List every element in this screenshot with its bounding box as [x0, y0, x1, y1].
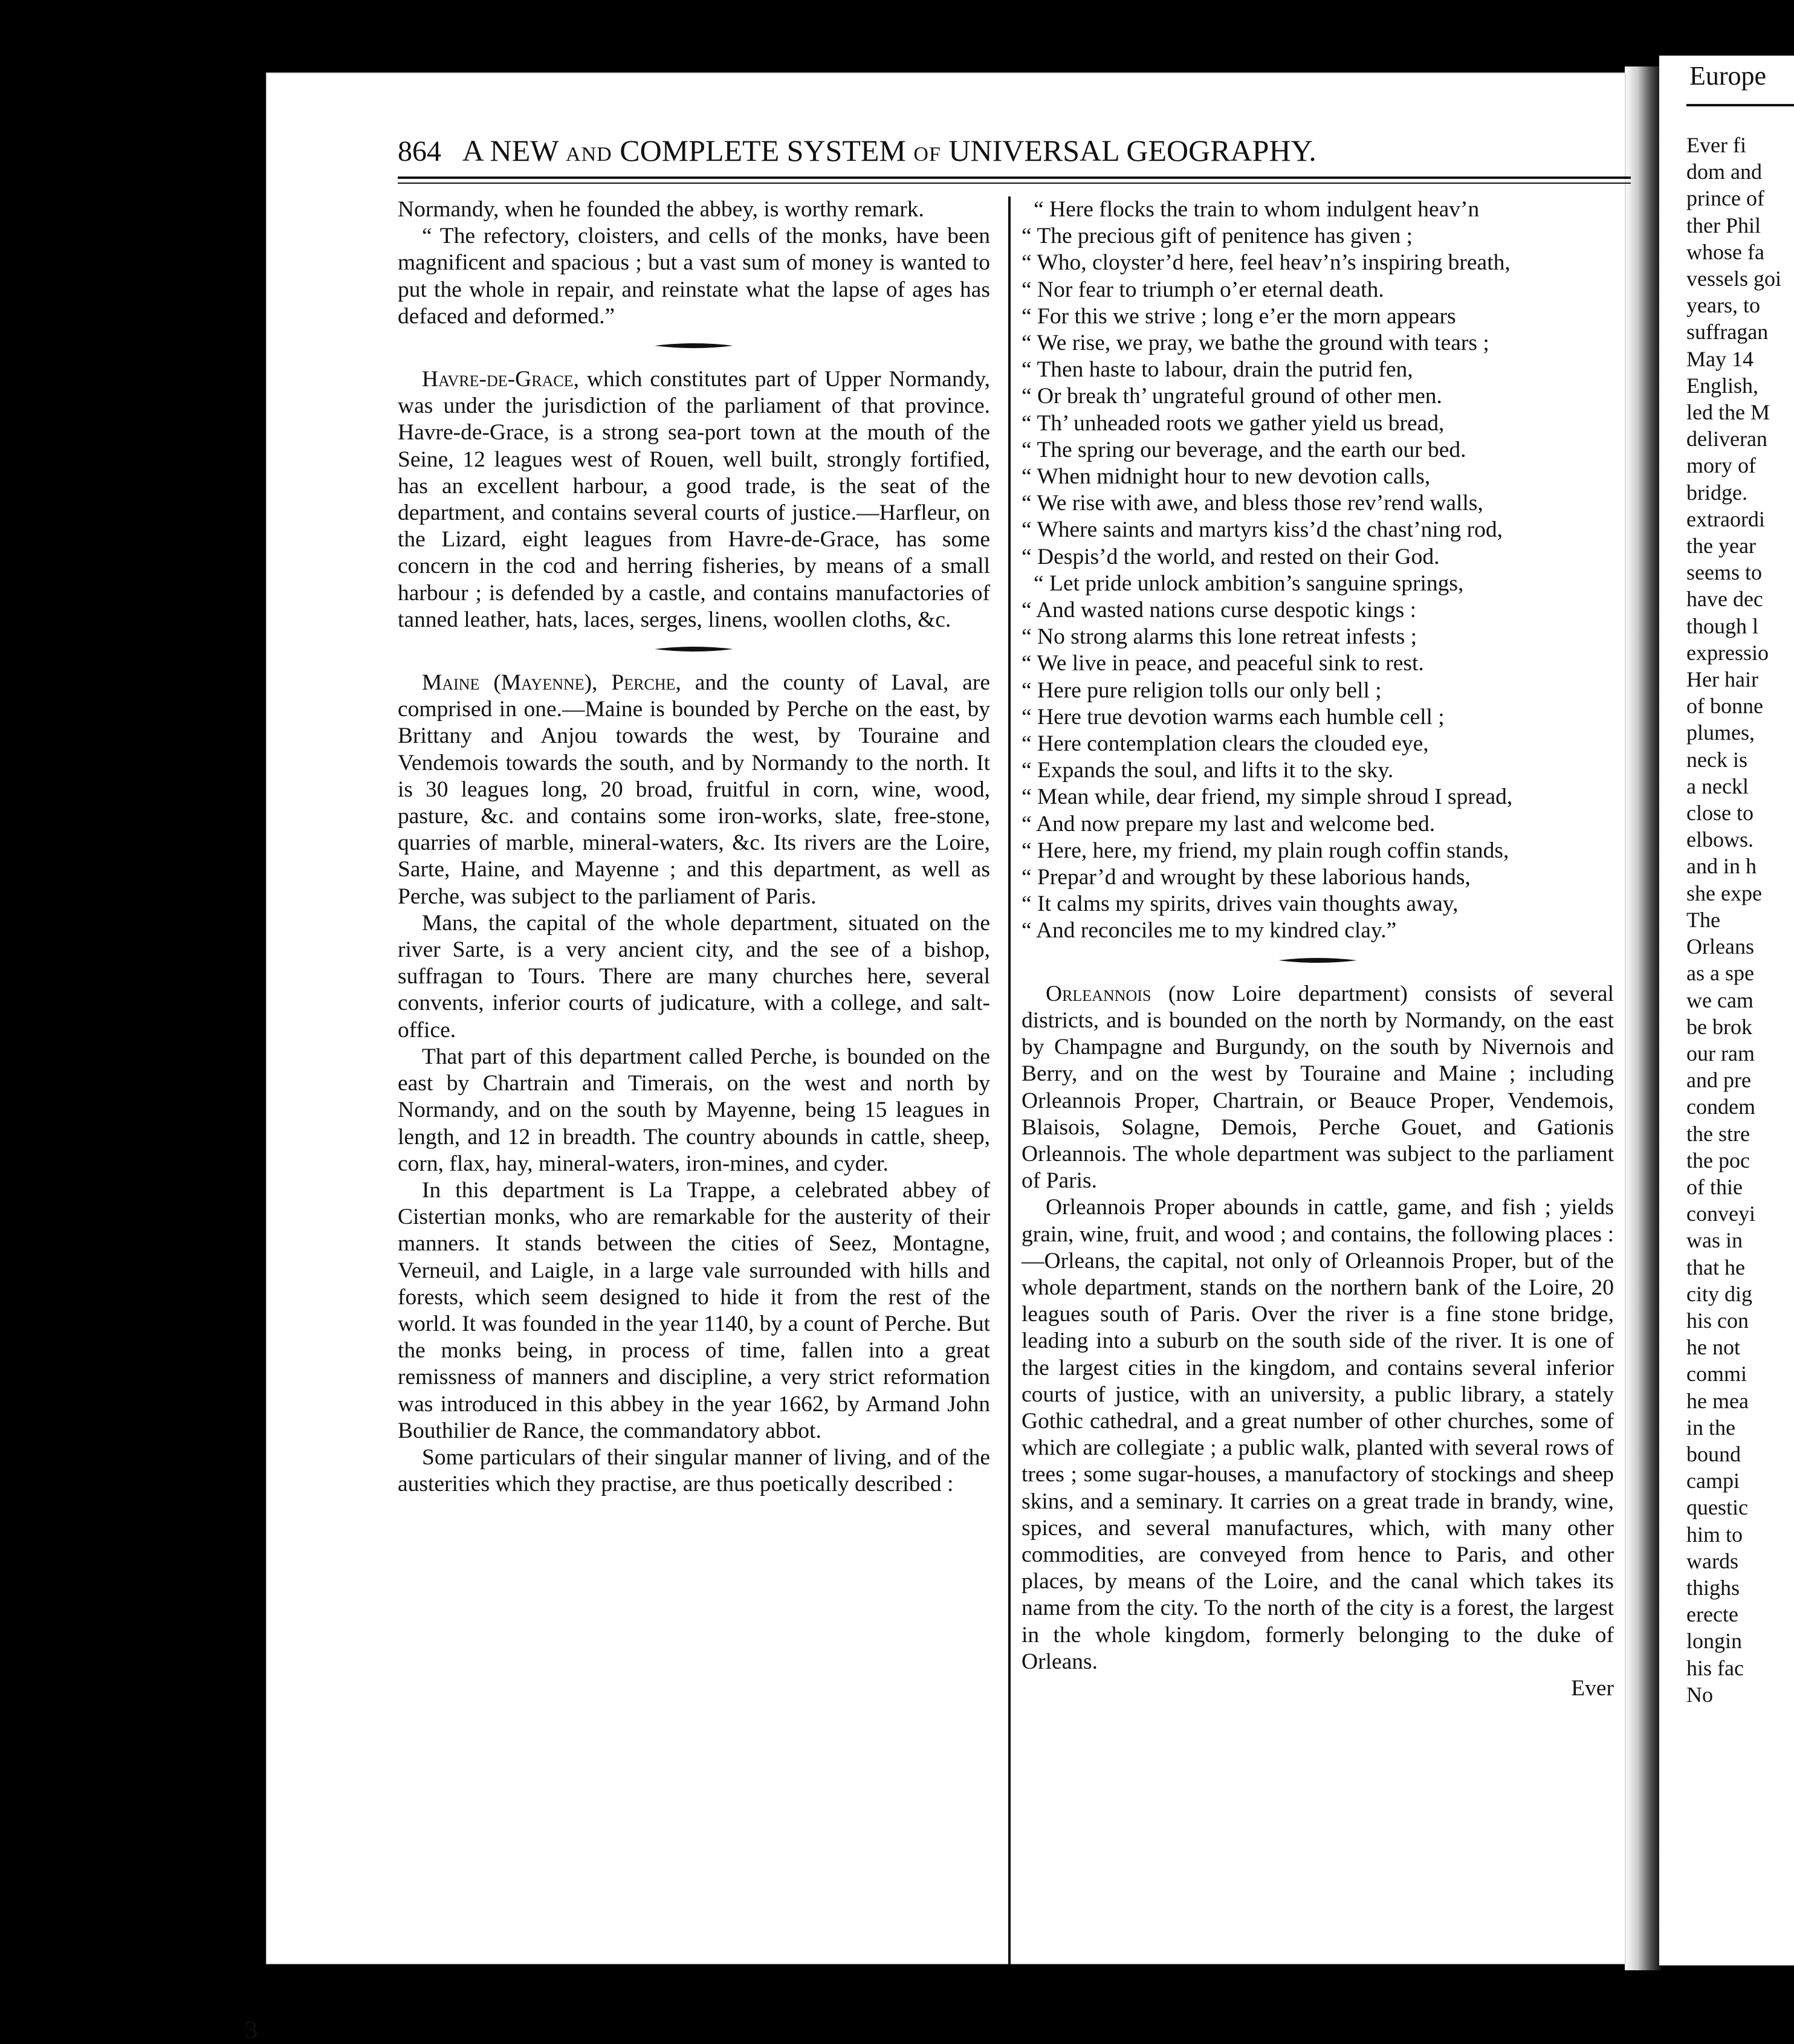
paragraph-la-trappe: In this department is La Trappe, a celebrated abbey of Cistertian monks, who are remarkable for the austerity of their manners. It stands between the cities of Seez, Montagne, Verneuil, and Laigle, in a large vale surrounded with hills and forests, which seem designed to hide it from the rest of the world. It was founded in the year 1140, by a count of Perche. But the monks being, in process of time, fallen into a great remissness of manners and discipline, a very strict reformation was introduced in this abbey in the year 1662, by Armand John Bouthilier de Rance, the commandatory abbot.: [398, 1177, 990, 1443]
paragraph-refectory: “ The refectory, cloisters, and cells of the monks, have been magnificent and spacious ; but a vast sum of money is wanted to put the whole in repair, and reinstate what the lapse of ages has defaced and deformed.”: [398, 224, 990, 329]
facing-page-line: condem: [1686, 1095, 1755, 1119]
section-ornament: [655, 342, 733, 349]
header-rule-thin: [398, 183, 1631, 184]
right-column: [1022, 196, 1614, 1702]
poem-line: “ Here, here, my friend, my plain rough coffin stands,: [1022, 838, 1509, 863]
facing-page-text: [1686, 132, 1794, 1708]
facing-page-line: be brok: [1686, 1014, 1752, 1039]
facing-page-line: conveyi: [1686, 1201, 1755, 1226]
heading-orleannois: Orleannois: [1046, 981, 1151, 1006]
facing-page-line: was in: [1686, 1228, 1743, 1253]
book-gutter: [1625, 66, 1661, 1970]
facing-page-line: suffragan: [1686, 320, 1769, 344]
title-and: AND: [566, 143, 612, 166]
section-ornament: [655, 645, 733, 653]
header-rule: [398, 176, 1631, 179]
facing-page-line: he not: [1686, 1335, 1740, 1360]
facing-page-line: erecte: [1686, 1602, 1738, 1627]
facing-page-line: as a spe: [1686, 961, 1754, 986]
facing-page-line: extraordi: [1686, 506, 1765, 531]
poem-line: “ Prepar’d and wrought by these laborious hands,: [1022, 865, 1471, 890]
poem-line: “ For this we strive ; long e’er the morn appears: [1022, 303, 1456, 329]
facing-page-line: led the M: [1686, 400, 1770, 425]
facing-page-running-head: Europe: [1689, 61, 1767, 91]
facing-page-line: we cam: [1686, 988, 1754, 1012]
facing-page-line: his fac: [1686, 1655, 1744, 1680]
poem-line: “ We rise with awe, and bless those rev’rend walls,: [1022, 491, 1483, 516]
facing-page-line: elbows.: [1686, 827, 1754, 852]
facing-page-line: thighs: [1686, 1575, 1740, 1600]
facing-page-line: though l: [1686, 613, 1759, 638]
facing-page-line: bridge.: [1686, 480, 1747, 505]
facing-page-line: wards: [1686, 1548, 1738, 1573]
paragraph-abbey-remark: Normandy, when he founded the abbey, is worthy remark.: [398, 197, 924, 222]
title-part-c: UNIVERSAL GEOGRAPHY.: [948, 134, 1316, 167]
facing-page-line: Her hair: [1686, 667, 1758, 692]
column-rule: [1008, 196, 1011, 1964]
facing-page-line: neck is: [1686, 747, 1747, 772]
poem: [1022, 196, 1614, 945]
poem-line: “ Here true devotion warms each humble cell ;: [1022, 704, 1445, 729]
facing-page-line: his con: [1686, 1308, 1749, 1333]
facing-page-line: in the: [1686, 1415, 1735, 1440]
facing-page-line: prince of: [1686, 186, 1764, 211]
poem-line: “ The spring our beverage, and the earth our bed.: [1022, 437, 1466, 462]
facing-page-line: the poc: [1686, 1148, 1750, 1172]
title-part-b: COMPLETE SYSTEM: [620, 134, 906, 167]
poem-line: “ Here pure religion tolls our only bell ;: [1022, 678, 1382, 703]
facing-page-line: seems to: [1686, 560, 1762, 585]
facing-page-line: plumes,: [1686, 720, 1755, 745]
poem-line: “ Th’ unheaded roots we gather yield us bread,: [1022, 410, 1445, 436]
heading-havre: Havre-de-Grace,: [422, 367, 579, 392]
book-page: [266, 73, 1626, 1964]
heading-maine: Maine (Mayenne), Perche,: [422, 670, 681, 696]
poem-line: “ Mean while, dear friend, my simple shroud I spread,: [1022, 784, 1513, 810]
facing-page-line: vessels goi: [1686, 267, 1781, 291]
orleannois-text: (now Loire department) consists of several districts, and is bounded on the north by Normandy, on the east by Champagne and Burgundy, on the south by Nivernois and Berry, and on the west by Touraine and Maine ; including Orleannois Proper, Chartrain, or Beauce Proper, Vendemois, Blaisois, Solagne, Demois, Perche Gouet, and Gationis Orleannois. The whole department was subject to the parliament of Paris.: [1022, 981, 1614, 1194]
poem-line: “ And wasted nations curse despotic kings :: [1022, 598, 1417, 623]
poem-line: “ Here flocks the train to whom indulgent heav’n: [1034, 197, 1480, 222]
poem-line: “ And now prepare my last and welcome bed.: [1022, 811, 1436, 836]
paragraph-orleannois-proper: Orleannois Proper abounds in cattle, game, and fish ; yields grain, wine, fruit, and wood ; and contains, the following places :—Orleans, the capital, not only of Orleannois Proper, but of the whole department, stands on the northern bank of the Loire, 20 leagues south of Paris. Over the river is a fine stone bridge, leading into a suburb on the south side of the river. It is one of the largest cities in the kingdom, and contains several inferior courts of justice, with an university, a public library, a stately Gothic cathedral, and a great number of other churches, some of which are collegiate ; a public walk, planted with several rows of trees ; some sugar-houses, a manufactory of stockings and sheep skins, and a seminary. It carries on a great trade in brandy, wine, spices, and several manufactures, which, with many other commodities, are conveyed from hence to Paris, and other places, by means of the Loire, and the canal which takes its name from the city. To the north of the city is a forest, the largest in the whole kingdom, formerly belonging to the duke of Orleans.: [1022, 1195, 1614, 1674]
poem-line: “ We rise, we pray, we bathe the ground with tears ;: [1022, 331, 1489, 356]
title-part-a: A NEW: [462, 134, 559, 167]
paragraph-mans: Mans, the capital of the whole department, situated on the river Sarte, is a very ancient city, and the see of a bishop, suffragan to Tours. There are many churches here, several convents, inferior courts of judicature, with a college, and salt-office.: [398, 910, 990, 1043]
poem-line: “ Then haste to labour, drain the putrid fen,: [1022, 357, 1413, 383]
facing-page-line: that he: [1686, 1255, 1745, 1279]
facing-page-line: of thie: [1686, 1174, 1743, 1199]
poem-line: “ Who, cloyster’d here, feel heav’n’s inspiring breath,: [1022, 250, 1511, 276]
facing-page-line: dom and: [1686, 160, 1762, 184]
facing-page-line: deliveran: [1686, 427, 1767, 451]
facing-page-line: English,: [1686, 373, 1759, 398]
facing-page-line: have dec: [1686, 587, 1763, 612]
facing-page-rule: [1686, 104, 1794, 106]
poem-line: “ The precious gift of penitence has given ;: [1022, 224, 1413, 249]
facing-page-line: him to: [1686, 1522, 1743, 1547]
facing-page-line: May 14: [1686, 346, 1754, 371]
page-number: 864: [398, 135, 441, 167]
poem-line: “ Or break th’ ungrateful ground of other men.: [1022, 384, 1442, 409]
facing-page-line: close to: [1686, 801, 1754, 826]
facing-page-line: commi: [1686, 1362, 1747, 1386]
poem-line: “ When midnight hour to new devotion calls,: [1022, 464, 1431, 490]
left-column: [398, 196, 990, 1498]
facing-page-line: Ever fi: [1686, 133, 1746, 157]
maine-text: and the county of Laval, are comprised in one.—Maine is bounded by Perche on the east, by Brittany and Anjou towards the west, by Touraine and Vendemois towards the south, and by Normandy to the north. It is 30 leagues long, 20 broad, fruitful in corn, wine, wood, pasture, &c. and contains some iron-works, slate, free-stone, quarries of marble, mineral-waters, &c. Its rivers are the Loire, Sarte, Haine, and Mayenne ; and this department, as well as Perche, was subject to the parliament of Paris.: [398, 670, 990, 909]
poem-line: “ And reconciles me to my kindred clay.”: [1022, 918, 1397, 943]
poem-line: “ Despis’d the world, and rested on their God.: [1022, 544, 1440, 569]
signature-mark: 3: [245, 2016, 257, 2043]
facing-page-line: of bonne: [1686, 694, 1763, 719]
facing-page-line: Orleans: [1686, 934, 1754, 959]
facing-page-line: the stre: [1686, 1121, 1750, 1146]
facing-page-line: our ram: [1686, 1041, 1755, 1066]
running-head: [398, 133, 1631, 168]
poem-line: “ Here contemplation clears the clouded eye,: [1022, 731, 1429, 757]
paragraph-maine: [398, 670, 990, 910]
facing-page-line: whose fa: [1686, 239, 1764, 264]
poem-line: “ Where saints and martyrs kiss’d the chast’ning rod,: [1022, 517, 1503, 543]
facing-page-line: he mea: [1686, 1388, 1749, 1413]
facing-page-line: No: [1686, 1682, 1713, 1707]
facing-page-line: years, to: [1686, 293, 1760, 318]
facing-page-line: a neckl: [1686, 774, 1749, 798]
facing-page-line: bound: [1686, 1441, 1741, 1466]
facing-page-line: The: [1686, 907, 1720, 932]
catchword: Ever: [1571, 1675, 1614, 1701]
paragraph-orleannois: [1022, 981, 1614, 1195]
havre-text: which constitutes part of Upper Normandy, was under the jurisdiction of the parliament of that province. Havre-de-Grace, is a strong sea-port town at the mouth of the Seine, 12 leagues west of Rouen, well built, strongly fortified, has an excellent harbour, a good trade, is the seat of the department, and contains several courts of justice.—Harfleur, on the Lizard, eight leagues from Havre-de-Grace, has some concern in the cod and herring fisheries, by means of a small harbour ; is defended by a castle, and contains manufactories of tanned leather, hats, laces, serges, linens, woollen cloths, &c.: [398, 367, 990, 632]
paragraph-havre-de-grace: [398, 366, 990, 633]
poem-line: “ Let pride unlock ambition’s sanguine springs,: [1034, 571, 1464, 596]
poem-line: “ Expands the soul, and lifts it to the sky.: [1022, 758, 1394, 783]
facing-page-line: and in h: [1686, 854, 1757, 879]
facing-page-line: the year: [1686, 534, 1756, 558]
facing-page-line: campi: [1686, 1469, 1740, 1493]
facing-page-line: questic: [1686, 1495, 1748, 1520]
poem-line: “ No strong alarms this lone retreat infests ;: [1022, 624, 1417, 650]
section-ornament: [1278, 957, 1357, 964]
facing-page-line: she expe: [1686, 881, 1762, 905]
facing-page-line: mory of: [1686, 453, 1756, 478]
facing-page-line: city dig: [1686, 1281, 1752, 1306]
facing-page-line: ther Phil: [1686, 213, 1761, 238]
paragraph-poetic-intro: Some particulars of their singular manner of living, and of the austerities which they practise, are thus poetically described :: [398, 1444, 990, 1497]
poem-line: “ Nor fear to triumph o’er eternal death.: [1022, 277, 1384, 302]
paragraph-perche: That part of this department called Perche, is bounded on the east by Chartrain and Timerais, on the west and north by Normandy, and on the south by Mayenne, being 15 leagues in length, and 12 in breadth. The country abounds in cattle, sheep, corn, flax, hay, mineral-waters, iron-mines, and cyder.: [398, 1044, 990, 1176]
poem-line: “ It calms my spirits, drives vain thoughts away,: [1022, 891, 1459, 917]
facing-page-line: longin: [1686, 1629, 1743, 1654]
title-of: OF: [913, 143, 941, 166]
poem-line: “ We live in peace, and peaceful sink to rest.: [1022, 651, 1424, 676]
facing-page-line: expressio: [1686, 640, 1769, 665]
facing-page-line: and pre: [1686, 1068, 1751, 1093]
